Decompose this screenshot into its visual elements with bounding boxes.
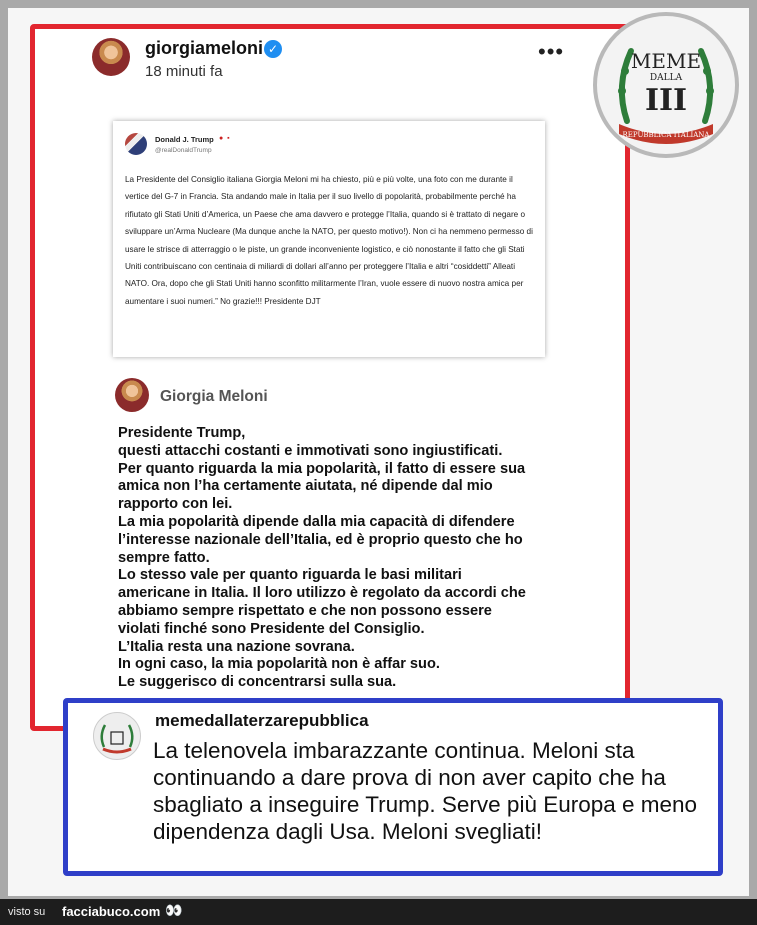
reply-line: Le suggerisco di concentrarsi sulla sua.	[118, 674, 397, 691]
reply-line: Per quanto riguarda la mia popolarità, il fatto di essere sua amica non l’ha certamente aiutata, né dipende dal mio rapporto con lei.	[118, 460, 526, 513]
reply-author-name: Giorgia Meloni	[160, 388, 268, 405]
reply-text	[118, 425, 538, 692]
logo-line2: DALLA	[649, 73, 683, 83]
comment-author-username[interactable]: memedallaterzarepubblica	[155, 711, 369, 730]
more-options-icon[interactable]: •••	[538, 39, 565, 64]
logo-emblem-icon	[597, 16, 735, 154]
post-timestamp: 18 minuti fa	[145, 63, 223, 80]
verified-check-icon: ✓	[264, 40, 282, 58]
trump-avatar	[125, 133, 147, 155]
reply-line: In ogni caso, la mia popolarità non è affar suo.	[118, 656, 440, 673]
embedded-truth-post	[113, 121, 545, 357]
post-author-avatar[interactable]	[92, 38, 130, 76]
meme-dalla-iii-logo	[593, 12, 739, 158]
reply-line: Presidente Trump,	[118, 425, 246, 441]
logo-line3: III	[644, 83, 688, 118]
trump-handle: @realDonaldTrump	[155, 147, 212, 154]
post-author-username[interactable]: giorgiameloni	[145, 38, 264, 58]
reply-line: La mia popolarità dipende dalla mia capacità di difendere l’interesse nazionale dell’Italia, ed è proprio questo che ho sempre fatto.	[118, 513, 523, 566]
logo-line1: MEME	[630, 49, 702, 73]
eyes-icon: 👀	[165, 902, 183, 918]
reply-line: L’Italia resta una nazione sovrana.	[118, 638, 355, 655]
footer-visto: visto su	[8, 906, 46, 918]
comment-text: La telenovela imbarazzante continua. Meloni sta continuando a dare prova di non aver capito che ha sbagliato a inseguire Trump. Serve più Europa e meno dipendenza dagli Usa. Meloni svegliati!	[153, 738, 698, 844]
trump-badges-icon: ● ▪	[219, 135, 231, 142]
trump-name: Donald J. Trump	[155, 135, 214, 144]
watermark-footer	[0, 899, 757, 925]
footer-site-link[interactable]: facciabuco.com	[62, 904, 161, 919]
comment-author-avatar[interactable]	[93, 712, 141, 760]
reply-line: Lo stesso vale per quanto riguarda le basi militari americane in Italia. Il loro utilizzo è regolato da accordi che abbiamo sempre rispettato e che non possono essere violati finché sono Presidente del Consiglio.	[118, 567, 526, 637]
reply-line: questi attacchi costanti e immotivati sono ingiustificati.	[118, 442, 503, 459]
reply-author-avatar	[115, 378, 149, 412]
trump-post-text: La Presidente del Consiglio italiana Giorgia Meloni mi ha chiesto, più e più volte, una foto con me durante il vertice del G-7 in Francia. Sta andando male in Italia per il suo livello di popolarità, probabilmente perché ha rifiutato gli Stati Uniti d’America, un Paese che ama davvero e protegge l’Italia, quando si è trattato di negare o sviluppare un’Arma Nucleare (Ma dunque anche la NATO, per questo motivo!). Non ci ha nemmeno permesso di usare le strisce di atterraggio o le piste, un grande inconveniente logistico, e ciò nonostante il fatto che gli Stati Uniti contribuiscano con centinaia di miliardi di dollari all’anno per proteggere l’Italia e altri “cosiddetti” Alleati NATO. Ora, dopo che gli Stati Uniti hanno sconfitto militarmente l’Iran, vuole essere di nuovo nostra amica per aumentare i suoi numeri.” No grazie!!! Presidente DJT	[125, 175, 533, 306]
logo-ribbon: REPUBBLICA ITALIANA	[622, 131, 710, 139]
mini-logo-icon	[94, 713, 140, 759]
